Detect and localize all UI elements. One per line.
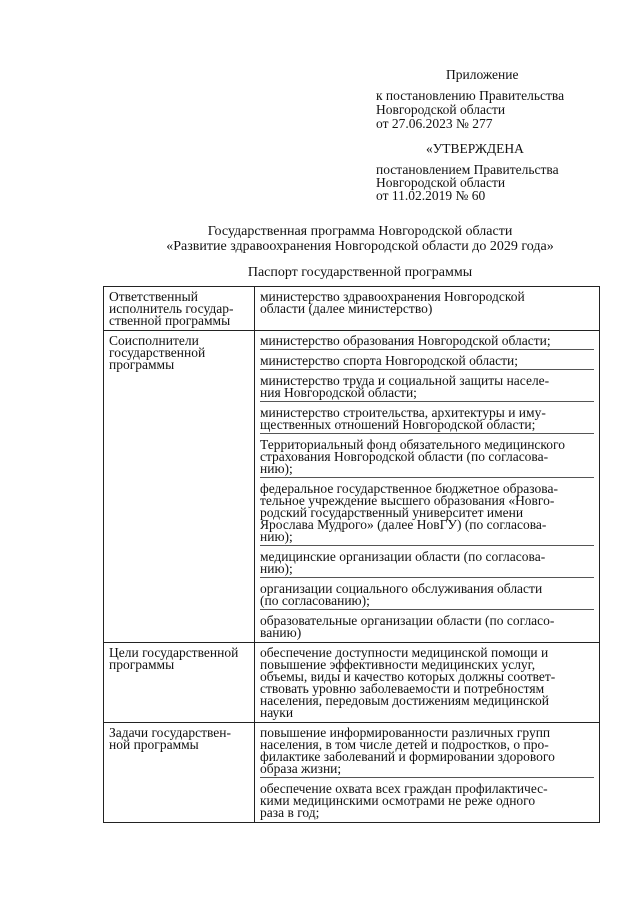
row-label-cell: [104, 723, 255, 823]
row-label-line: программы: [109, 357, 175, 372]
row-value-cell: [255, 723, 600, 823]
program-title: [100, 224, 620, 254]
value-line: нию);: [260, 561, 293, 576]
row-value-cell: [255, 287, 600, 331]
appendix-line: от 27.06.2023 № 277: [376, 116, 493, 131]
value-line: образа жизни;: [260, 761, 342, 776]
value-line: науки: [260, 705, 294, 720]
value-line: (по согласованию);: [260, 593, 370, 608]
value-line: нию);: [260, 529, 293, 544]
row-value-cell: [255, 643, 600, 723]
value-paragraph: [260, 439, 594, 478]
approved-line: постановлением Правительства: [376, 162, 559, 177]
value-line: ванию): [260, 625, 302, 640]
appendix-line: к постановлению Правительства: [376, 88, 565, 103]
approved-title: «УТВЕРЖДЕНА: [426, 141, 524, 156]
row-label-line: Задачи государствен-: [109, 725, 231, 740]
value-paragraph: [260, 551, 594, 578]
approved-block: [376, 142, 559, 202]
value-line: Ярослава Мудрого» (далее НовГУ) (по согласова-: [260, 517, 547, 532]
table-row: [104, 287, 600, 331]
row-label-line: Соисполнители: [109, 333, 199, 348]
appendix-line: Новгородской области: [376, 102, 506, 117]
value-line: министерство строительства, архитектуры и иму-: [260, 405, 546, 420]
value-line: образовательные организации области (по согласо-: [260, 613, 555, 628]
value-paragraph: [260, 647, 594, 719]
value-paragraph: [260, 291, 594, 315]
value-line: министерство здравоохранения Новгородской: [260, 289, 525, 304]
row-label-cell: [104, 331, 255, 643]
passport-title: Паспорт государственной программы: [247, 265, 473, 280]
row-label-line: исполнитель государ-: [109, 301, 234, 316]
value-paragraph: [260, 355, 594, 370]
approved-line: Новгородской области: [376, 175, 506, 190]
value-paragraph: [260, 615, 594, 639]
value-line: ствовать уровню заболеваемости и потребностям: [260, 681, 545, 696]
approved-line: от 11.02.2019 № 60: [376, 188, 486, 203]
value-line: обеспечение охвата всех граждан профилактичес-: [260, 781, 548, 796]
value-line: тельное учреждение высшего образования «Новго-: [260, 493, 555, 508]
value-line: министерство образования Новгородской области;: [260, 333, 551, 348]
row-label-cell: [104, 643, 255, 723]
value-paragraph: [260, 407, 594, 434]
value-line: обеспечение доступности медицинской помощи и: [260, 645, 549, 660]
value-line: нию);: [260, 461, 293, 476]
value-line: кими медицинскими осмотрами не реже одного: [260, 793, 536, 808]
row-label-cell: [104, 287, 255, 331]
value-line: страхования Новгородской области (по согласова-: [260, 449, 549, 464]
passport-table: [103, 286, 600, 823]
value-line: населения, в том числе детей и подростков, о про-: [260, 737, 549, 752]
row-label-line: Цели государственной: [109, 645, 239, 660]
row-label-line: программы: [109, 657, 175, 672]
table-row: [104, 723, 600, 823]
value-line: повышение эффективности медицинских услуг,: [260, 657, 536, 672]
appendix-block: [376, 68, 564, 131]
value-line: медицинские организации области (по согласова-: [260, 549, 546, 564]
value-line: объемы, виды и качество которых должны соответ-: [260, 669, 556, 684]
value-line: родский государственный университет имени: [260, 505, 524, 520]
table-row: [104, 331, 600, 643]
passport-table-body: [104, 287, 600, 823]
appendix-title: Приложение: [446, 67, 519, 82]
value-line: министерство труда и социальной защиты населе-: [260, 373, 550, 388]
value-line: федеральное государственное бюджетное образова-: [260, 481, 558, 496]
row-label-line: ной программы: [109, 737, 199, 752]
row-label-line: ственной программы: [109, 313, 231, 328]
value-line: повышение информированности различных групп: [260, 725, 551, 740]
value-line: организации социального обслуживания области: [260, 581, 543, 596]
value-line: ния Новгородской области;: [260, 385, 417, 400]
value-paragraph: [260, 727, 594, 778]
value-paragraph: [260, 375, 594, 402]
row-label-line: государственной: [109, 345, 206, 360]
value-paragraph: [260, 583, 594, 610]
row-value-cell: [255, 331, 600, 643]
value-paragraph: [260, 483, 594, 546]
value-paragraph: [260, 783, 594, 819]
table-row: [104, 643, 600, 723]
value-line: раза в год;: [260, 805, 320, 820]
value-line: филактике заболеваний и формировании здорового: [260, 749, 555, 764]
row-label-line: Ответственный: [109, 289, 198, 304]
value-line: Территориальный фонд обязательного медицинского: [260, 437, 566, 452]
value-line: области (далее министерство): [260, 301, 433, 316]
value-line: министерство спорта Новгородской области;: [260, 353, 519, 368]
program-title-line: Государственная программа Новгородской области: [207, 224, 513, 239]
value-line: населения, передовым достижениям медицинской: [260, 693, 550, 708]
program-title-line: «Развитие здравоохранения Новгородской области до 2029 года»: [166, 239, 554, 254]
value-paragraph: [260, 335, 594, 350]
value-line: щественных отношений Новгородской области;: [260, 417, 536, 432]
